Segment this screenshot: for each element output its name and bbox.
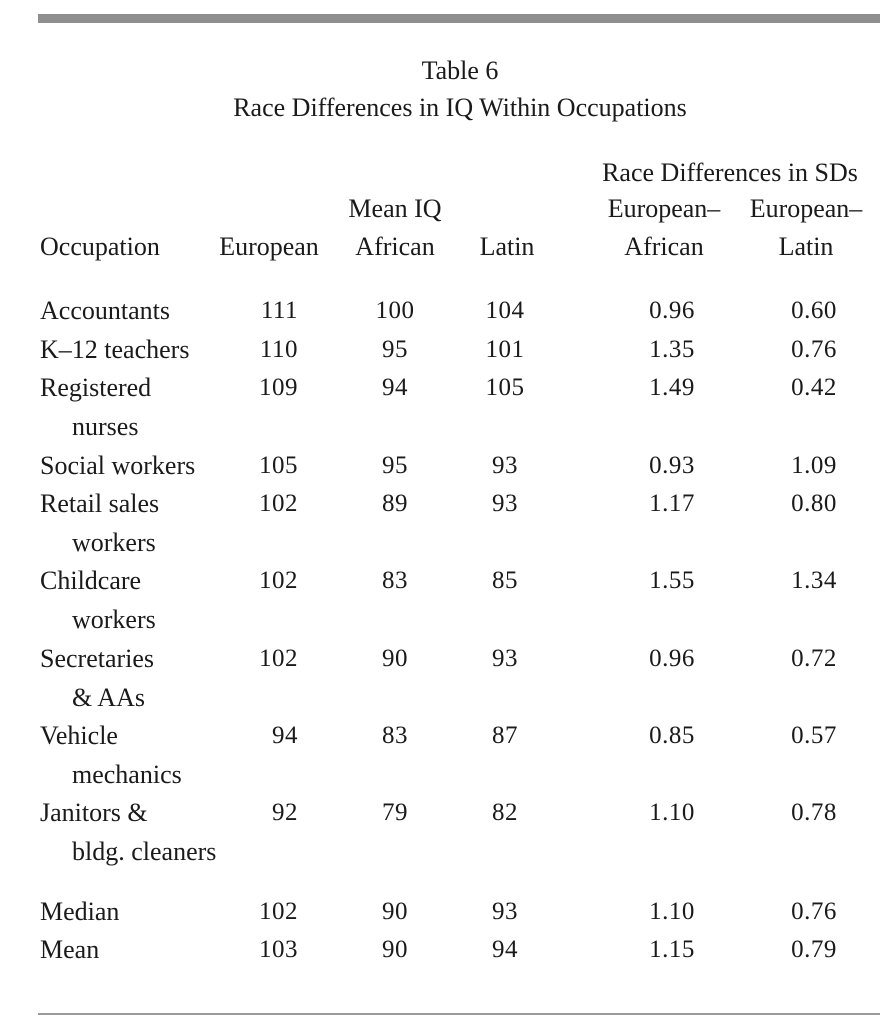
occupation-name: K–12 teachers (40, 335, 190, 364)
header-race-differences-sds: Race Differences in SDs (602, 158, 858, 187)
occupation-name: Childcare (40, 566, 142, 595)
cell-african: 90 (382, 936, 408, 963)
cell-sd-european-african: 0.93 (649, 452, 695, 479)
cell-sd-european-latin: 0.79 (791, 936, 837, 963)
cell-european: 103 (259, 936, 298, 963)
occupation-name-continued: nurses (72, 412, 139, 441)
header-mean-iq: Mean IQ (348, 194, 442, 223)
cell-african: 94 (382, 374, 408, 401)
cell-sd-european-african: 1.10 (649, 799, 695, 826)
cell-european: 111 (260, 297, 298, 324)
cell-african: 90 (382, 645, 408, 672)
cell-sd-european-latin: 1.09 (791, 452, 837, 479)
header-european: European (219, 232, 319, 261)
header-eur-lat-line1: European– (749, 194, 863, 223)
cell-african: 90 (382, 898, 408, 925)
cell-latin: 93 (492, 645, 518, 672)
cell-sd-european-african: 1.35 (649, 336, 695, 363)
cell-european: 105 (259, 452, 298, 479)
cell-african: 95 (382, 452, 408, 479)
top-rule (38, 14, 880, 23)
header-eur-afr-line1: European– (607, 194, 721, 223)
cell-european: 102 (259, 645, 298, 672)
header-latin: Latin (479, 232, 535, 261)
cell-european: 109 (259, 374, 298, 401)
cell-african: 83 (382, 722, 408, 749)
cell-sd-european-latin: 0.76 (791, 898, 837, 925)
cell-european: 92 (272, 799, 298, 826)
table-caption (0, 52, 895, 126)
cell-african: 100 (375, 297, 415, 324)
cell-latin: 93 (492, 898, 518, 925)
cell-sd-european-latin: 0.60 (791, 297, 837, 324)
bottom-rule (38, 1013, 880, 1015)
header-eur-lat-line2: Latin (778, 232, 834, 261)
cell-sd-european-latin: 0.57 (791, 722, 837, 749)
cell-latin: 82 (492, 799, 518, 826)
cell-sd-european-african: 0.85 (649, 722, 695, 749)
cell-sd-european-latin: 0.42 (791, 374, 837, 401)
cell-sd-european-african: 1.55 (649, 567, 695, 594)
table-title: Race Differences in IQ Within Occupations (233, 93, 687, 122)
cell-african: 79 (382, 799, 408, 826)
cell-latin: 93 (492, 452, 518, 479)
cell-latin: 101 (485, 336, 525, 363)
occupation-name: Vehicle (40, 721, 118, 750)
occupation-name: Mean (40, 935, 100, 964)
cell-latin: 85 (492, 567, 518, 594)
table-number: Table 6 (421, 56, 499, 85)
cell-sd-european-latin: 0.78 (791, 799, 837, 826)
cell-european: 102 (259, 898, 298, 925)
cell-african: 83 (382, 567, 408, 594)
cell-african: 89 (382, 490, 408, 517)
occupation-name: Retail sales (40, 489, 160, 518)
cell-european: 102 (259, 490, 298, 517)
cell-sd-european-african: 0.96 (649, 645, 695, 672)
cell-sd-european-latin: 0.72 (791, 645, 837, 672)
cell-sd-european-latin: 0.80 (791, 490, 837, 517)
cell-european: 94 (272, 722, 298, 749)
cell-latin: 87 (492, 722, 518, 749)
cell-sd-european-latin: 1.34 (791, 567, 837, 594)
cell-sd-european-african: 1.49 (649, 374, 695, 401)
occupation-name-continued: workers (72, 605, 156, 634)
cell-sd-european-african: 1.10 (649, 898, 695, 925)
cell-african: 95 (382, 336, 408, 363)
occupation-name-continued: bldg. cleaners (72, 837, 217, 866)
cell-latin: 104 (485, 297, 525, 324)
cell-sd-european-latin: 0.76 (791, 336, 837, 363)
header-eur-afr-line2: African (624, 232, 704, 261)
occupation-name-continued: & AAs (72, 683, 145, 712)
cell-latin: 94 (492, 936, 518, 963)
cell-latin: 93 (492, 490, 518, 517)
cell-sd-european-african: 1.15 (649, 936, 695, 963)
occupation-name: Secretaries (40, 644, 155, 673)
occupation-name: Median (40, 897, 120, 926)
cell-sd-european-african: 1.17 (649, 490, 695, 517)
occupation-name: Registered (40, 373, 152, 402)
occupation-name: Janitors & (40, 798, 148, 827)
occupation-name-continued: workers (72, 528, 156, 557)
occupation-name: Accountants (40, 296, 170, 325)
occupation-name-continued: mechanics (72, 760, 182, 789)
header-african: African (355, 232, 435, 261)
occupation-name: Social workers (40, 451, 196, 480)
cell-european: 110 (259, 336, 298, 363)
cell-latin: 105 (485, 374, 525, 401)
header-occupation: Occupation (40, 232, 160, 261)
cell-sd-european-african: 0.96 (649, 297, 695, 324)
cell-european: 102 (259, 567, 298, 594)
